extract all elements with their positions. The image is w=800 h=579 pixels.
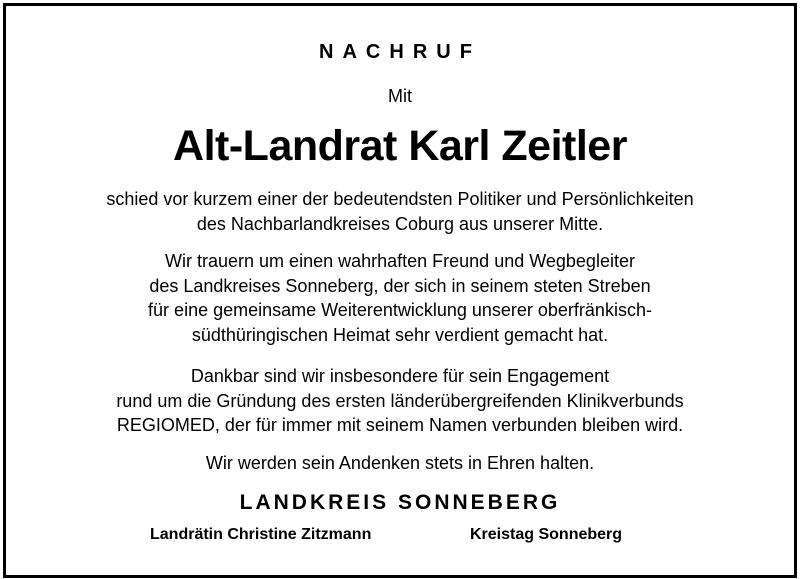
paragraph-line: schied vor kurzem einer der bedeutendsten Politiker und Persönlichkeiten bbox=[106, 189, 694, 209]
signer-district-administrator: Landrätin Christine Zitzmann bbox=[150, 526, 372, 543]
paragraph-3 bbox=[0, 364, 800, 438]
paragraph-line: des Landkreises Sonneberg, der sich in seinem steten Streben bbox=[149, 275, 651, 296]
organization-name: LANDKREIS SONNEBERG bbox=[239, 491, 561, 514]
paragraph-line: Wir werden sein Andenken stets in Ehren halten. bbox=[205, 453, 595, 473]
paragraph-line: Dankbar sind wir insbesondere für sein Engagement bbox=[190, 366, 610, 386]
paragraph-1 bbox=[0, 187, 800, 236]
notice-heading: NACHRUF bbox=[319, 41, 481, 63]
paragraph-line: rund um die Gründung des ersten länderübergreifenden Klinikverbunds bbox=[116, 390, 684, 411]
paragraph-line: südthüringischen Heimat sehr verdient gemacht hat. bbox=[191, 324, 609, 345]
paragraph-line: REGIOMED, der für immer mit seinem Namen verbunden bleiben wird. bbox=[116, 415, 684, 435]
signer-district-council: Kreistag Sonneberg bbox=[470, 526, 623, 543]
intro-word: Mit bbox=[388, 86, 412, 106]
paragraph-line: für eine gemeinsame Weiterentwicklung unserer oberfränkisch- bbox=[148, 300, 652, 320]
paragraph-2 bbox=[0, 249, 800, 347]
deceased-name: Alt-Landrat Karl Zeitler bbox=[173, 122, 627, 170]
paragraph-4 bbox=[0, 451, 800, 476]
paragraph-line: Wir trauern um einen wahrhaften Freund und Wegbegleiter bbox=[165, 251, 635, 271]
paragraph-line: des Nachbarlandkreises Coburg aus unserer Mitte. bbox=[196, 213, 604, 234]
